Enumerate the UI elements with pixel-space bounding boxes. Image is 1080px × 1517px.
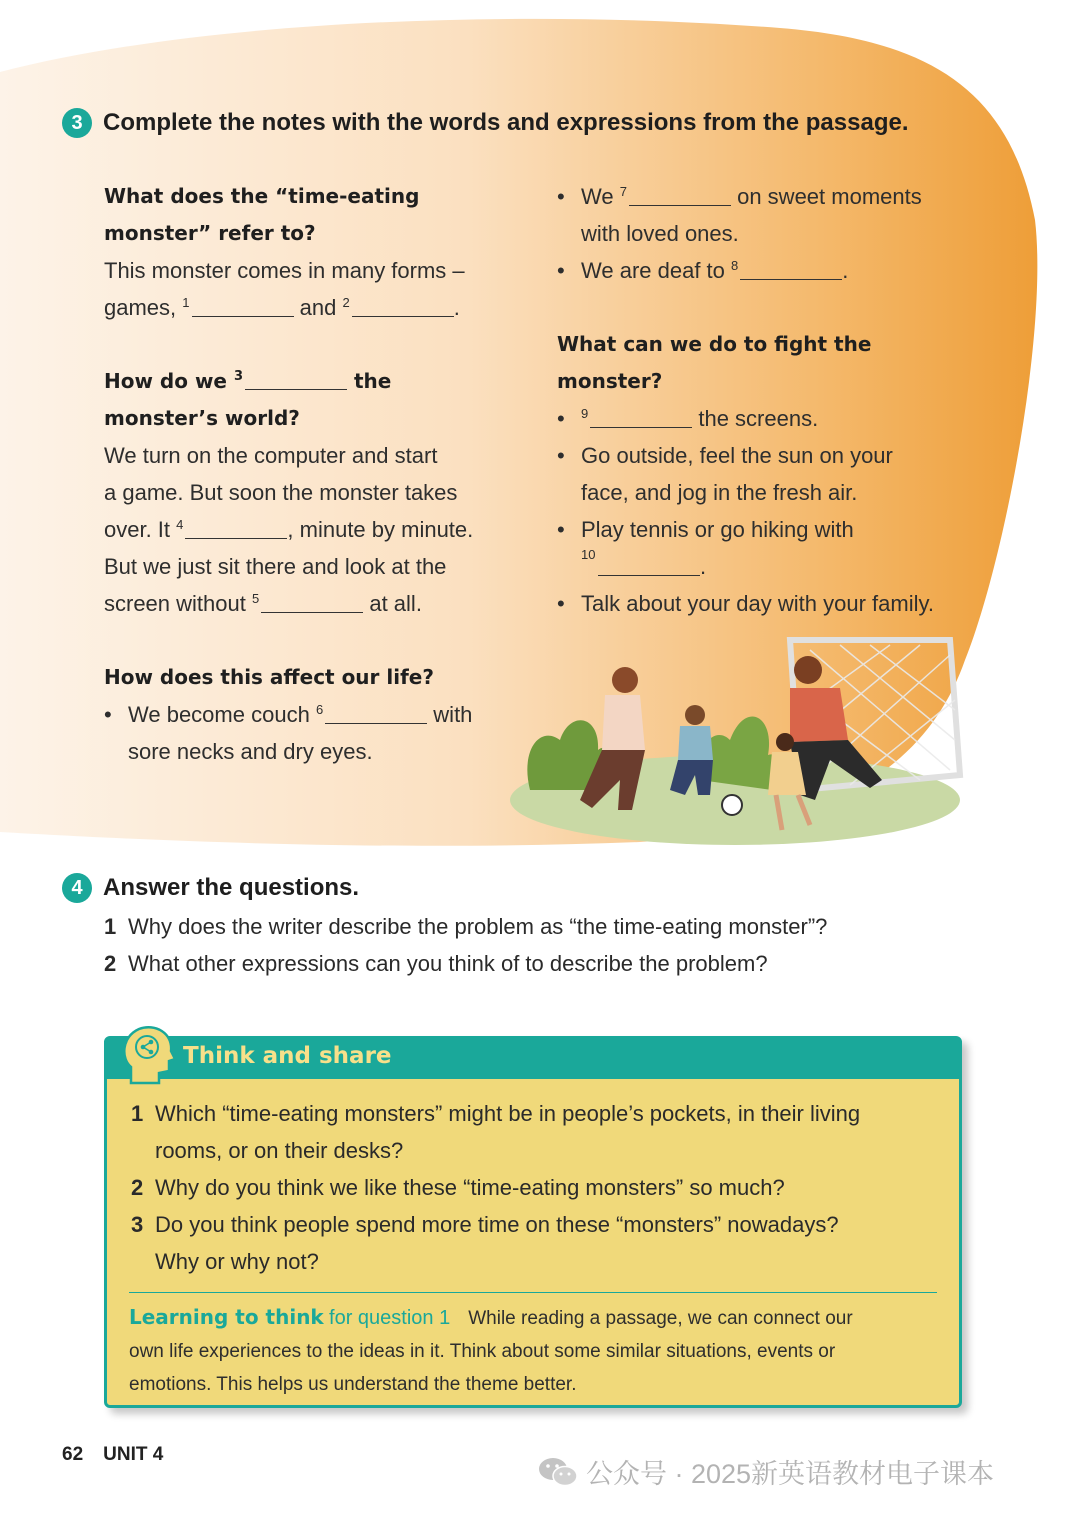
list-item: 3 Do you think people spend more time on these “monsters” nowadays? Why or why not? bbox=[131, 1212, 839, 1274]
wechat-icon bbox=[538, 1455, 578, 1489]
question-heading: How does this affect our life? bbox=[104, 665, 434, 689]
answer-blank-10[interactable] bbox=[598, 553, 700, 576]
question-heading: What does the “time-eating bbox=[104, 184, 420, 208]
answer-blank-3[interactable] bbox=[245, 367, 347, 390]
learning-to-think-note: Learning to think for question 1 While reading a passage, we can connect our own life experiences to the ideas in it. Think about some similar situations, events or emotions. This helps us understand the theme better. bbox=[129, 1305, 853, 1395]
exercise-number-badge: 4 bbox=[62, 873, 92, 903]
question-heading: monster’s world? bbox=[104, 406, 300, 430]
list-item: • Play tennis or go hiking with bbox=[557, 517, 854, 542]
notes-left-column: What does the “time-eating monster” refer to? This monster comes in many forms – games, $^1$ and $^2$ . How do we $^3$ the monster’s world? We turn on the computer and start a game. But soon the monster takes over. It $^4$ , minute by minute. But we just sit there and look at the screen without $^5$ at all. How does this affect our life? • We become couch $^6$ with sore necks and dry eyes. bbox=[104, 178, 524, 770]
exercise-title: Answer the questions. bbox=[103, 874, 360, 901]
notes-right-column: • We $^7$ on sweet moments with loved ones. • We are deaf to $^8$ . What can we do to fight the monster? • $^9$ the screens. • Go outside, feel the sun on your face, and jog in the fresh air. • Play tennis or go hiking with 10 . • Talk about your day with your family. bbox=[557, 178, 977, 622]
questions-list bbox=[104, 908, 827, 982]
list-item: • $^9$ the screens. bbox=[557, 405, 819, 431]
answer-blank-2[interactable] bbox=[352, 294, 454, 317]
answer-blank-7[interactable] bbox=[629, 183, 731, 206]
question-heading: What can we do to fight the bbox=[557, 332, 872, 356]
divider bbox=[129, 1292, 937, 1293]
unit-label: UNIT 4 bbox=[103, 1444, 164, 1465]
answer-blank-4[interactable] bbox=[185, 516, 287, 539]
page-number: 62 bbox=[62, 1444, 84, 1465]
list-item: • We are deaf to $^8$ . bbox=[557, 257, 849, 283]
head-share-icon bbox=[121, 1023, 177, 1085]
exercise-4-heading bbox=[62, 873, 359, 903]
list-item: 2 Why do you think we like these “time-eating monsters” so much? bbox=[131, 1175, 785, 1200]
exercise-title: Complete the notes with the words and expressions from the passage. bbox=[103, 109, 909, 136]
answer-blank-8[interactable] bbox=[740, 257, 842, 280]
list-item: • Go outside, feel the sun on your face, and jog in the fresh air. bbox=[557, 443, 893, 505]
question-heading: monster” refer to? bbox=[104, 221, 316, 245]
list-item: 1 Which “time-eating monsters” might be in people’s pockets, in their living rooms, or on their desks? bbox=[131, 1101, 861, 1163]
exercise-3-heading bbox=[62, 108, 909, 138]
list-item: • We $^7$ on sweet moments with loved ones. bbox=[557, 183, 922, 246]
question-heading: monster? bbox=[557, 369, 663, 393]
answer-blank-5[interactable] bbox=[261, 590, 363, 613]
list-item: • We become couch $^6$ with sore necks and dry eyes. bbox=[104, 701, 473, 764]
think-and-share-box bbox=[104, 1036, 962, 1408]
answer-blank-6[interactable] bbox=[325, 701, 427, 724]
page-footer bbox=[62, 1444, 183, 1466]
box-title: Think and share bbox=[183, 1043, 392, 1069]
watermark: 公众号 · 2025新英语教材电子课本 bbox=[538, 1452, 994, 1491]
list-item: 1 Why does the writer describe the problem as “the time-eating monster”? bbox=[104, 914, 828, 939]
answer-blank-9[interactable] bbox=[590, 405, 692, 428]
answer-blank-1[interactable] bbox=[192, 294, 294, 317]
list-item: 2 What other expressions can you think of to describe the problem? bbox=[104, 951, 768, 976]
family-playing-football-illustration bbox=[510, 630, 970, 845]
exercise-number-badge: 3 bbox=[62, 108, 92, 138]
list-item: • Talk about your day with your family. bbox=[557, 591, 934, 616]
